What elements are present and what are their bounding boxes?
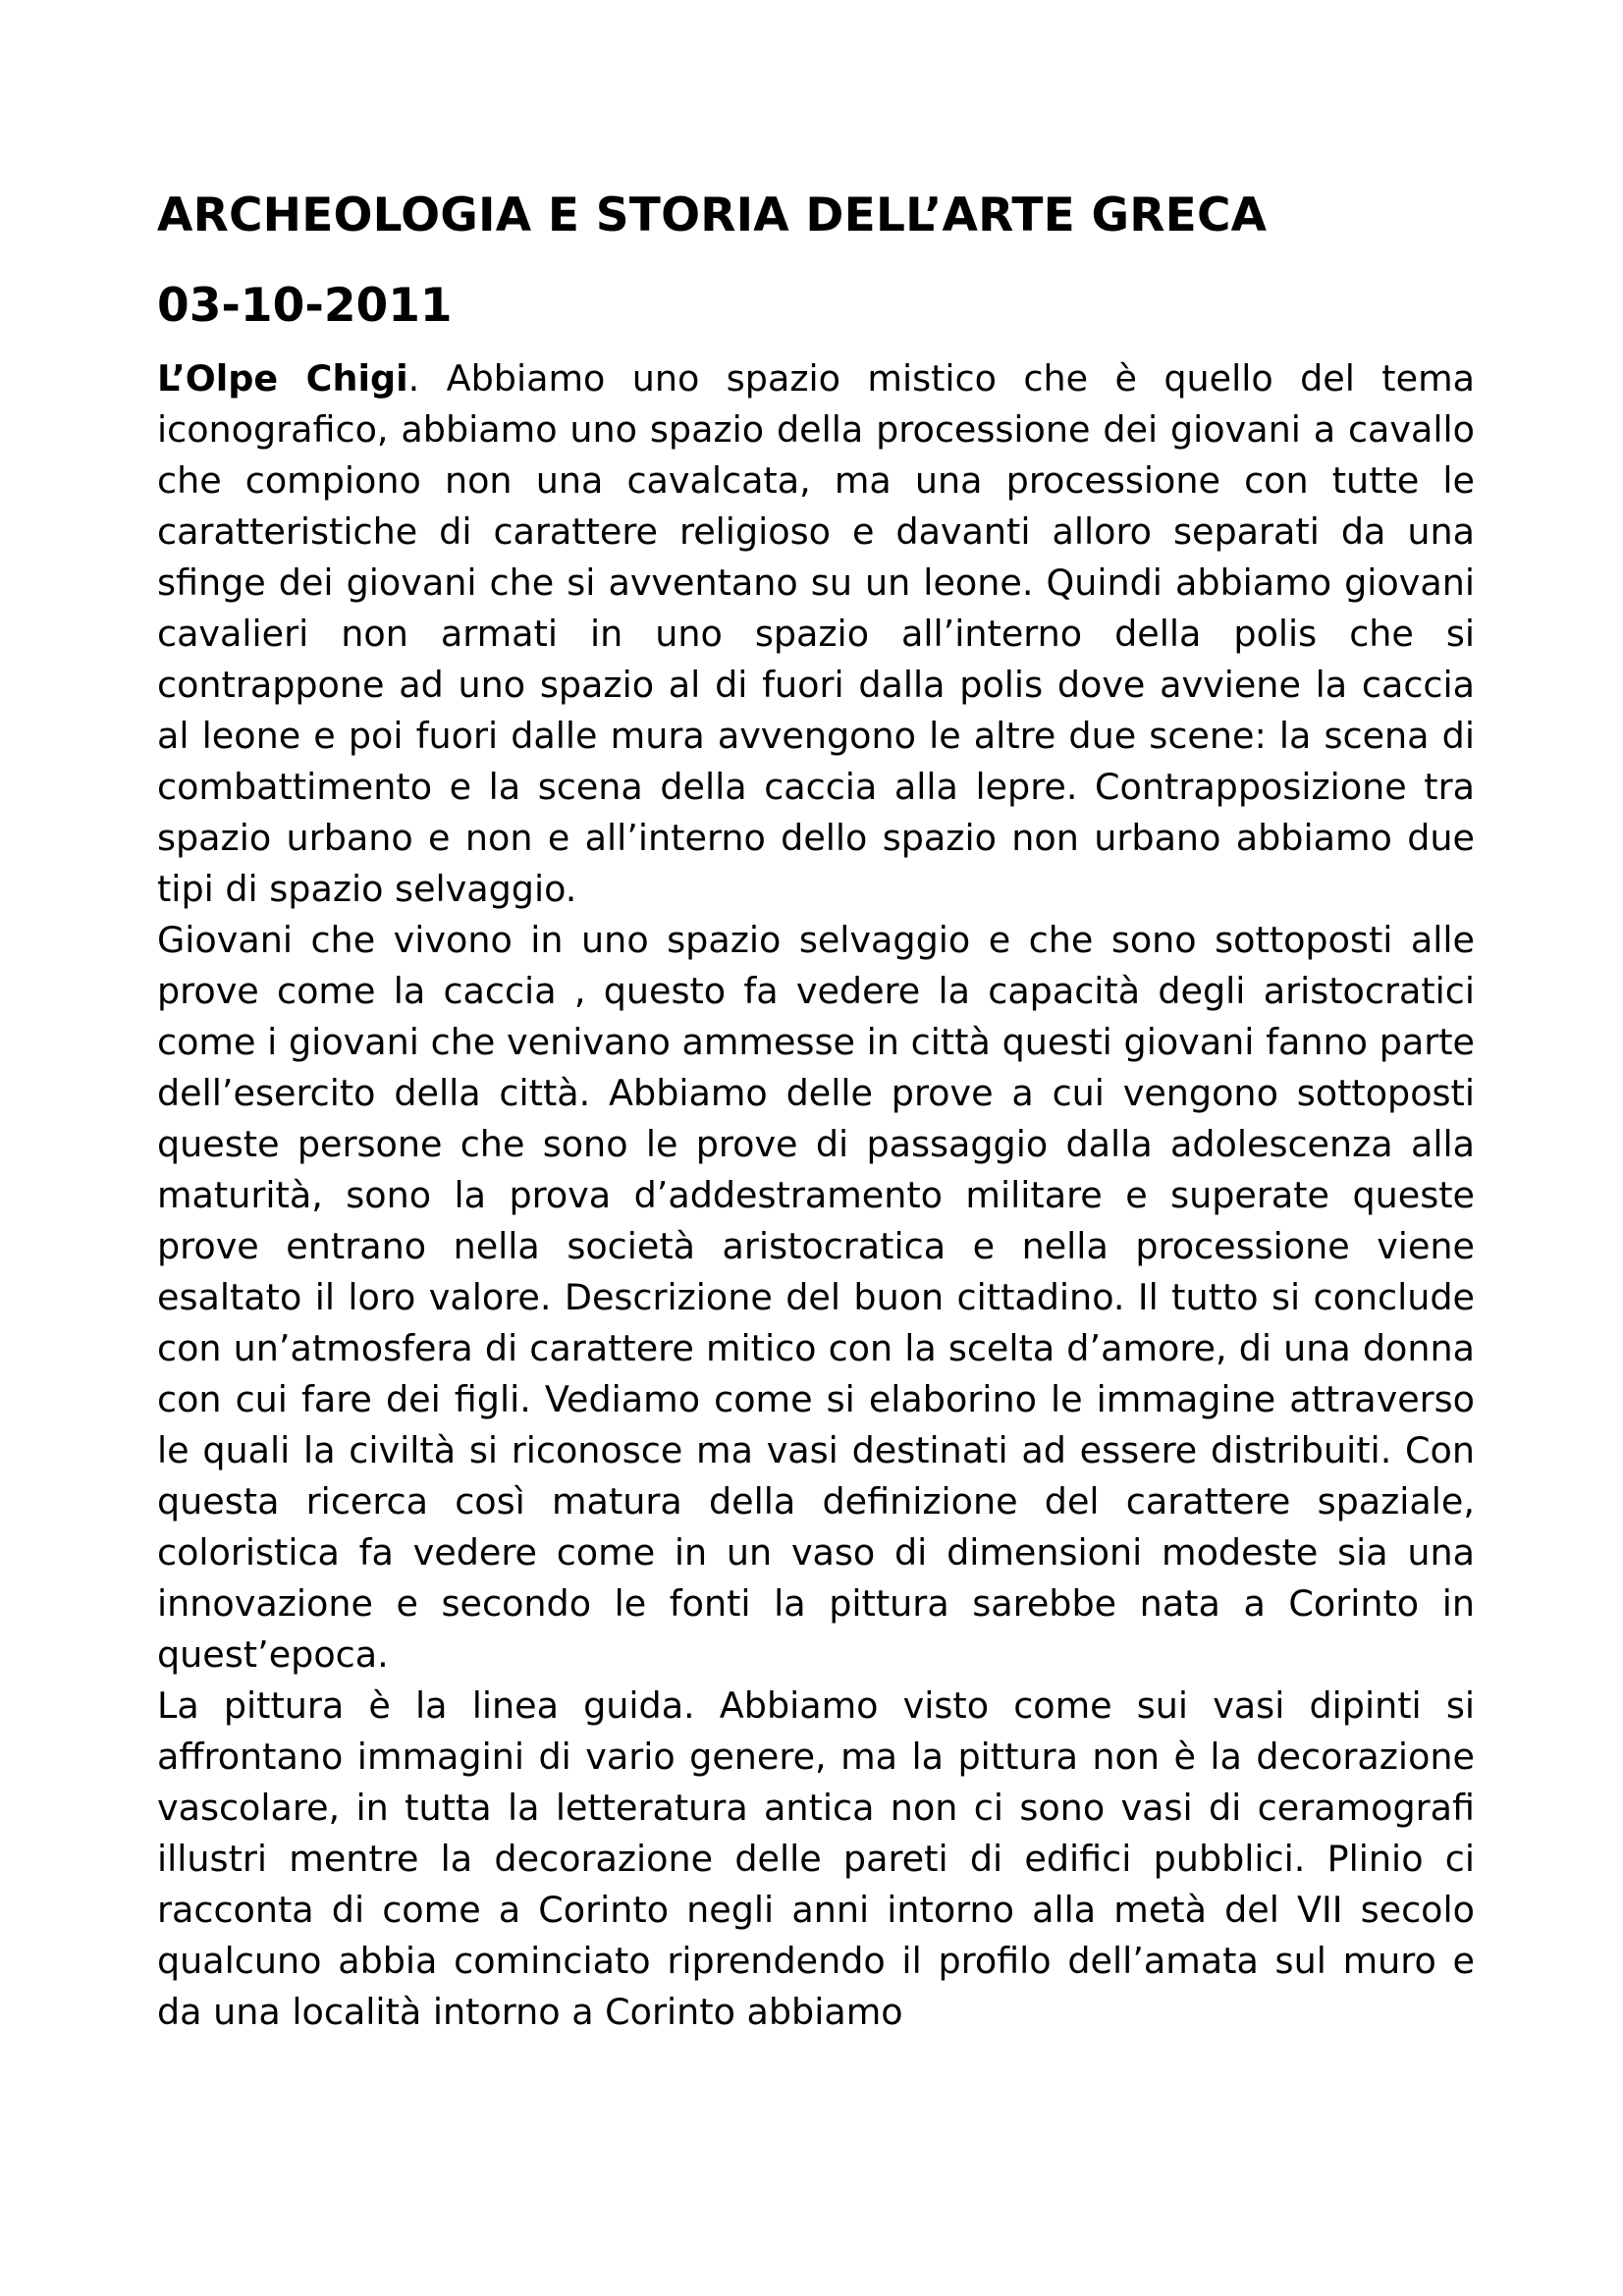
paragraph-1 bbox=[157, 353, 1475, 915]
document-title: ARCHEOLOGIA E STORIA DELL’ARTE GRECA bbox=[157, 188, 1268, 242]
paragraph-3-text: La pittura è la linea guida. Abbiamo visto come sui vasi dipinti si affrontano immagini di vario genere, ma la pittura non è la decorazione vascolare, in tutta la letteratura antica non ci sono vasi di ceramografi illustri mentre la decorazione delle pareti di edifici pubblici. Plinio ci racconta di come a Corinto negli anni intorno alla metà del VII secolo qualcuno abbia cominciato riprendendo il profilo dell’amata sul muro e da una località intorno a Corinto abbiamo bbox=[157, 1684, 1475, 2033]
paragraph-3 bbox=[157, 1681, 1475, 2038]
paragraph-lead-olpe-chigi: L’Olpe Chigi bbox=[157, 357, 408, 400]
paragraph-2 bbox=[157, 915, 1475, 1681]
paragraph-2-text: Giovani che vivono in uno spazio selvaggio e che sono sottoposti alle prove come la caccia , questo fa vedere la capacità degli aristocratici come i giovani che venivano ammesse in città questi giovani fanno parte dell’esercito della città. Abbiamo delle prove a cui vengono sottoposti queste persone che sono le prove di passaggio dalla adolescenza alla maturità, sono la prova d’addestramento militare e superate queste prove entrano nella società aristocratica e nella processione viene esaltato il loro valore. Descrizione del buon cittadino. Il tutto si conclude con un’atmosfera di carattere mitico con la scelta d’amore, di una donna con cui fare dei figli. Vediamo come si elaborino le immagine attraverso le quali la civiltà si riconosce ma vasi destinati ad essere distribuiti. Con questa ricerca così matura della definizione del carattere spaziale, coloristica fa vedere come in un vaso di dimensioni modeste sia una innovazione e secondo le fonti la pittura sarebbe nata a Corinto in quest’epoca. bbox=[157, 919, 1475, 1676]
document-page bbox=[157, 187, 1475, 2038]
lecture-date: 03-10-2011 bbox=[157, 279, 453, 333]
paragraph-1-text: . Abbiamo uno spazio mistico che è quello del tema iconografico, abbiamo uno spazio della processione dei giovani a cavallo che compiono non una cavalcata, ma una processione con tutte le caratteristiche di carattere religioso e davanti alloro separati da una sfinge dei giovani che si avventano su un leone. Quindi abbiamo giovani cavalieri non armati in uno spazio all’interno della polis che si contrappone ad uno spazio al di fuori dalla polis dove avviene la caccia al leone e poi fuori dalle mura avvengono le altre due scene: la scena di combattimento e la scena della caccia alla lepre. Contrapposizione tra spazio urbano e non e all’interno dello spazio non urbano abbiamo due tipi di spazio selvaggio. bbox=[157, 357, 1476, 910]
